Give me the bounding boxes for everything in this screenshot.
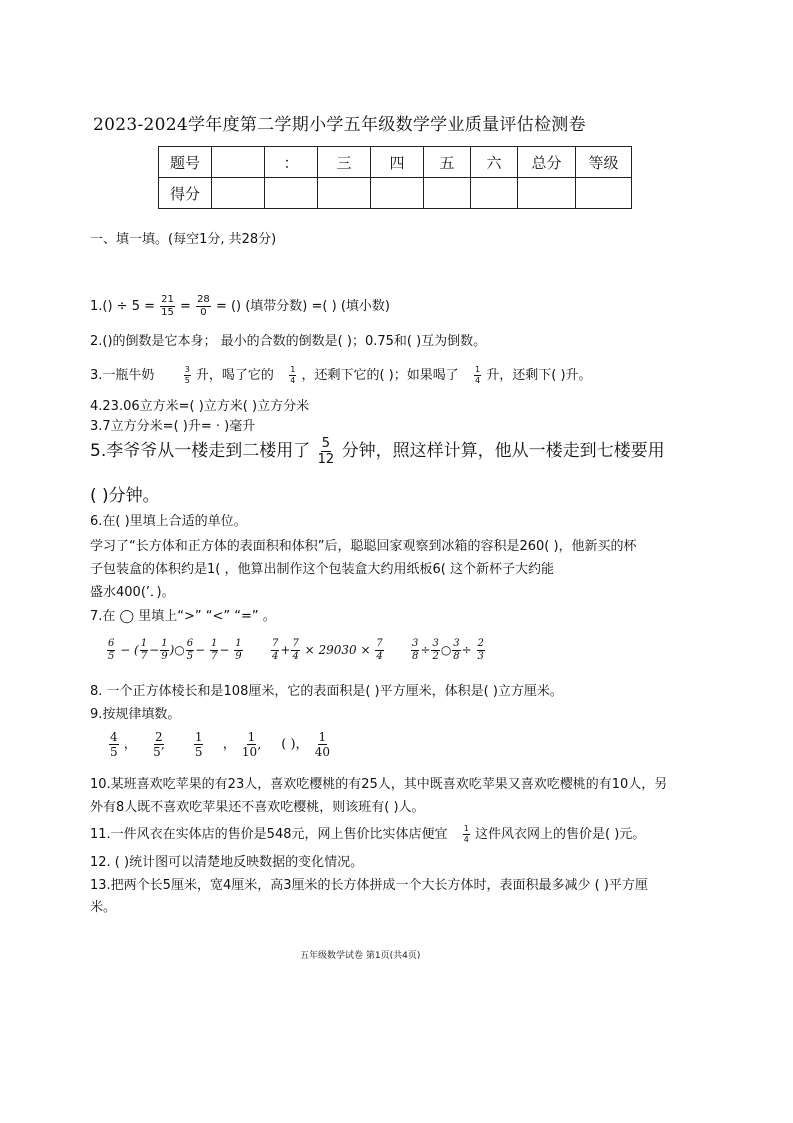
section-heading-fill: 一、填一填。(每空1分, 共28分) [90, 232, 277, 247]
question-11 [90, 823, 645, 844]
question-7: 7.在 ◯ 里填上“>” “<” “=” 。 [90, 609, 276, 624]
score-header-cell: ： [265, 147, 318, 178]
fraction: $\frac{1}{40}$ [314, 730, 330, 759]
question-8: 8. 一个正方体棱长和是108厘米，它的表面积是( )平方厘米，体积是( )立方厘米。 [90, 684, 563, 699]
q3-fraction-1: $\frac{3}{5}$ [184, 365, 190, 385]
q1-text-b: = () (填带分数) =( ) (填小数) [215, 299, 390, 314]
q11-text-b: 这件风衣网上的售价是( )元。 [475, 827, 646, 842]
page-footer: 五年级数学试卷 第1页(共4页) [300, 951, 421, 961]
q7-expression-1: $\frac{6}{5}$ − ( $\frac{1}{7}$ − $\frac{1}{9}$ )○ $\frac{6}{5}$ − $\frac{1}{7}$ − $\frac{1}{9}$ [108, 638, 242, 662]
q3-text-b: 升，喝了它的 [195, 368, 274, 383]
page-title: 2023-2024学年度第二学期小学五年级数学学业质量评估检测卷 [93, 115, 586, 135]
q3-text-c: ，还剩下它的( )；如果喝了 [301, 368, 459, 383]
score-cell[interactable] [576, 178, 632, 209]
question-6-text-3: 盛水400(’．)。 [90, 585, 175, 600]
fraction: $\frac{3}{8}$ [412, 638, 419, 662]
q7-expression-3: $\frac{3}{8}$ ÷ $\frac{3}{2}$ ○ $\frac{3}{8}$ ÷ $\frac{2}{3}$ [412, 638, 484, 662]
score-cell[interactable] [424, 178, 471, 209]
separator: ， [123, 737, 137, 752]
question-9: 9.按规律填数。 [90, 707, 181, 722]
score-header-cell: 等级 [576, 147, 632, 178]
fraction: $\frac{7}{4}$ [292, 638, 299, 662]
question-5 [90, 436, 665, 466]
fraction: $\frac{4}{5}$ [110, 730, 118, 759]
fraction: $\frac{3}{2}$ [432, 638, 439, 662]
score-header-cell: 五 [424, 147, 471, 178]
q3-text-a: 3.一瓶牛奶 [90, 368, 155, 383]
question-3 [90, 364, 592, 385]
separator: ， [222, 737, 236, 752]
question-12: 12. ( )统计图可以清楚地反映数据的变化情况。 [90, 855, 364, 870]
fraction: $\frac{1}{7}$ [210, 638, 218, 662]
fraction: $\frac{1}{9}$ [161, 638, 168, 662]
question-5-line2: ( )分钟。 [90, 486, 160, 506]
score-cell[interactable] [371, 178, 424, 209]
q5-text-b: 分钟，照这样计算，他从一楼走到七楼要用 [341, 441, 665, 461]
score-table-header-row [159, 147, 632, 178]
score-table-score-row [159, 178, 632, 209]
q11-text-a: 11.一件风衣在实体店的售价是548元，网上售价比实体店便宜 [90, 827, 448, 842]
score-header-cell: 六 [471, 147, 518, 178]
score-header-cell: 题号 [159, 147, 212, 178]
fraction: $\frac{2}{5’}$ [153, 730, 165, 759]
fraction: $\frac{3}{8}$ [453, 638, 460, 662]
score-cell[interactable] [265, 178, 318, 209]
question-4b: 3.7立方分米=( )升= · )毫升 [90, 419, 256, 434]
q1-fraction-1: $\frac{21}{15}$ [161, 294, 174, 318]
q9-sequence [108, 731, 332, 758]
question-10-line1: 10.某班喜欢吃苹果的有23人，喜欢吃樱桃的有25人，其中既喜欢吃苹果又喜欢吃樱桃的有10人，另 [90, 777, 668, 792]
score-header-cell [212, 147, 265, 178]
fraction: $\frac{1}{9}$ [235, 638, 242, 662]
q11-fraction: $\frac{1}{4}$ [463, 824, 469, 844]
fraction: $\frac{1}{5}$ [194, 730, 203, 759]
q5-text-a: 5.李爷爷从一楼走到二楼用了 [90, 441, 311, 461]
q1-fraction-2: $\frac{28}{0}$ [197, 294, 210, 318]
question-6: 6.在( )里填上合适的单位。 [90, 514, 247, 529]
score-table [158, 146, 632, 209]
score-cell[interactable] [318, 178, 371, 209]
question-13-line1: 13.把两个长5厘米，宽4厘米，高3厘米的长方体拼成一个大长方体时，表面积最多减少 ( )平方厘 [90, 878, 648, 893]
q3-fraction-2: $\frac{1}{4}$ [290, 365, 296, 385]
question-2: 2.()的倒数是它本身； 最小的合数的倒数是( )；0.75和( )互为倒数。 [90, 334, 487, 349]
q7-expression-2: $\frac{7}{4}$ + $\frac{7}{4}$ × 29030 × $\frac{7}{4}$ [272, 638, 383, 662]
fraction: $\frac{2}{3}$ [477, 638, 484, 662]
fraction: $\frac{7}{4}$ [272, 638, 279, 662]
question-1 [90, 295, 390, 318]
score-row-label: 得分 [159, 178, 212, 209]
q3-fraction-3: $\frac{1}{4}$ [475, 365, 481, 385]
q1-equals: = [180, 299, 191, 314]
score-header-cell: 总分 [518, 147, 576, 178]
question-6-text-1: 学习了“长方体和正方体的表面积和体积”后，聪聪回家观察到冰箱的容积是260( )，他新买的杯 [90, 539, 637, 554]
question-10-line2: 外有8人既不喜欢吃苹果还不喜欢吃樱桃，则该班有( )人。 [90, 800, 425, 815]
q3-text-d: 升，还剩下( )升。 [486, 368, 592, 383]
answer-blank[interactable]: ( )， [281, 737, 309, 752]
q1-text-a: 1.() ÷ 5 = [90, 299, 155, 314]
score-header-cell: 四 [371, 147, 424, 178]
question-13-line2: 米。 [90, 900, 117, 915]
score-header-cell: 三 [318, 147, 371, 178]
fraction: $\frac{1}{10’}$ [241, 730, 261, 759]
score-cell[interactable] [471, 178, 518, 209]
fraction: $\frac{6}{5}$ [186, 638, 194, 662]
question-4: 4.23.06立方米=( )立方米( )立方分米 [90, 399, 310, 414]
score-cell[interactable] [518, 178, 576, 209]
q5-fraction: $\frac{5}{12}$ [317, 435, 335, 467]
fraction: $\frac{1}{7}$ [140, 638, 148, 662]
q7-expression-2-mid: × 29030 × [304, 643, 371, 657]
fraction: $\frac{7}{4}$ [376, 638, 383, 662]
question-6-text-2: 子包装盒的体积约是1( ，他算出制作这个包装盒大约用纸板6( 这个新杯子大约能 [90, 562, 554, 577]
score-cell[interactable] [212, 178, 265, 209]
fraction: $\frac{6}{5}$ [108, 638, 115, 662]
